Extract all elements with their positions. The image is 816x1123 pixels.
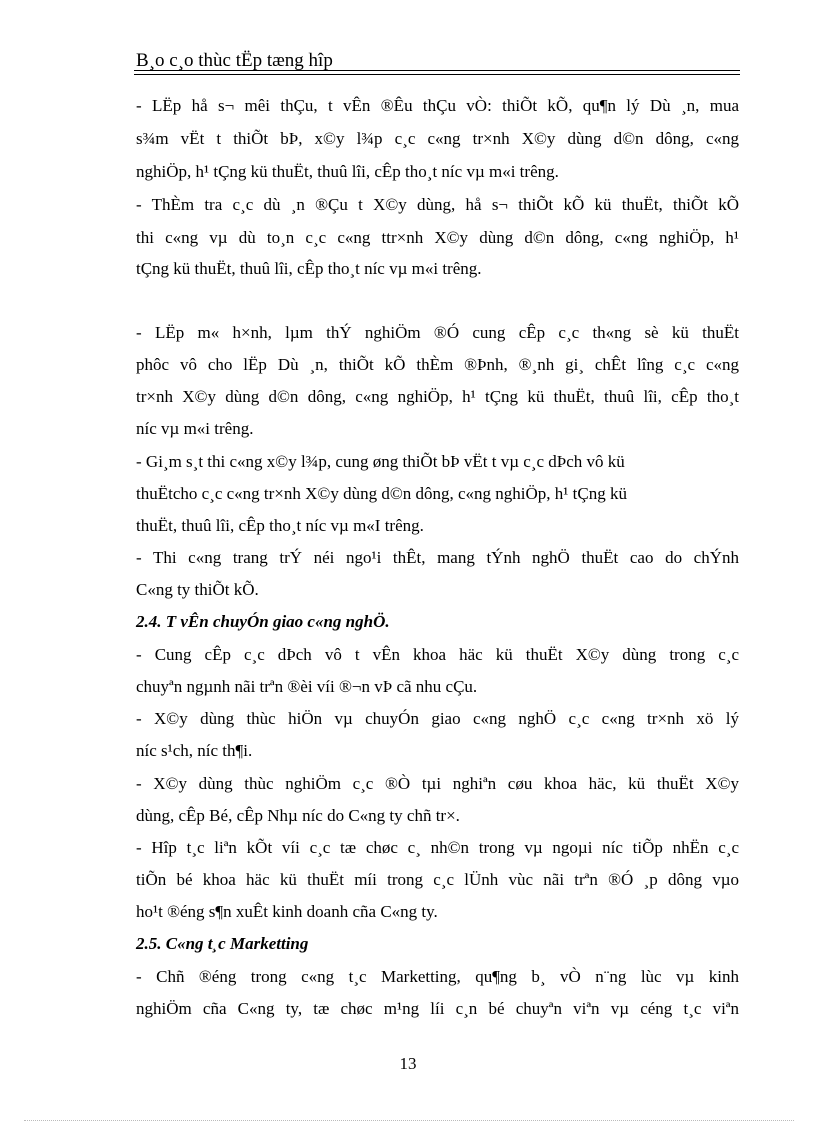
- text-line: - Chñ ®éng trong c«ng t¸c Marketting, qu¶ng b¸ vÒ n¨ng lùc vµ kinh: [136, 967, 739, 986]
- text-line: tÇng kü thuËt, thuû lîi, cÊp tho¸t níc vµ m«i trêng.: [136, 259, 482, 278]
- text-line: chuyªn ngµnh nãi trªn ®èi víi ®¬n vÞ cã nhu cÇu.: [136, 677, 478, 696]
- text-line: - Gi¸m s¸t thi c«ng x©y l¾p, cung øng thiÕt bÞ vËt t vµ c¸c dÞch vô kü: [136, 452, 625, 471]
- text-line: s¾m vËt t thiÕt bÞ, x©y l¾p c¸c c«ng tr×nh X©y dùng d©n dông, c«ng: [136, 129, 739, 148]
- text-line: nghiÖm cña C«ng ty, tæ chøc m¹ng líi c¸n bé chuyªn viªn vµ céng t¸c viªn: [136, 999, 739, 1018]
- text-line: - Thi c«ng trang trÝ néi ngo¹i thÊt, mang tÝnh nghÖ thuËt cao do chÝnh: [136, 548, 739, 567]
- text-line: C«ng ty thiÕt kÕ.: [136, 580, 259, 599]
- text-line: - X©y dùng thùc hiÖn vµ chuyÓn giao c«ng nghÖ c¸c c«ng tr×nh xö lý: [136, 709, 739, 728]
- section-heading: 2.4. T vÊn chuyÓn giao c«ng nghÖ.: [136, 612, 390, 631]
- text-line: nghiÖp, h¹ tÇng kü thuËt, thuû lîi, cÊp tho¸t níc vµ m«i trêng.: [136, 162, 559, 181]
- text-line: níc vµ m«i trêng.: [136, 419, 254, 438]
- text-line: tiÕn bé khoa häc kü thuËt míi trong c¸c lÜnh vùc nãi trªn ®Ó ¸p dông vµo: [136, 870, 739, 889]
- text-line: - LËp m« h×nh, lµm thÝ nghiÖm ®Ó cung cÊp c¸c th«ng sè kü thuËt: [136, 323, 739, 342]
- text-line: níc s¹ch, níc th¶i.: [136, 741, 253, 760]
- text-line: phôc vô cho lËp Dù ¸n, thiÕt kÕ thÈm ®Þnh, ®¸nh gi¸ chÊt lîng c¸c c«ng: [136, 355, 739, 374]
- text-line: - Cung cÊp c¸c dÞch vô t vÊn khoa häc kü thuËt X©y dùng trong c¸c: [136, 645, 739, 664]
- text-line: thuËtcho c¸c c«ng tr×nh X©y dùng d©n dông, c«ng nghiÖp, h¹ tÇng kü: [136, 484, 627, 503]
- page-number: 13: [399, 1054, 417, 1073]
- header-rule-top: [134, 70, 740, 71]
- page-bottom-divider: [24, 1120, 794, 1121]
- text-line: - ThÈm tra c¸c dù ¸n ®Çu t X©y dùng, hå s¬ thiÕt kÕ kü thuËt, thiÕt kÕ: [136, 195, 739, 214]
- section-heading: 2.5. C«ng t¸c Marketting: [136, 934, 309, 953]
- page-header-title: B¸o c¸o thùc tËp tæng hîp: [136, 50, 333, 71]
- text-line: - Hîp t¸c liªn kÕt víi c¸c tæ chøc c¸ nh©n trong vµ ngoµi níc tiÕp nhËn c¸c: [136, 838, 739, 857]
- text-line: tr×nh X©y dùng d©n dông, c«ng nghiÖp, h¹ tÇng kü thuËt, thuû lîi, cÊp tho¸t: [136, 387, 739, 406]
- text-line: dùng, cÊp Bé, cÊp Nhµ níc do C«ng ty chñ tr×.: [136, 806, 460, 825]
- text-line: thuËt, thuû lîi, cÊp tho¸t níc vµ m«I trêng.: [136, 516, 424, 535]
- text-line: thi c«ng vµ dù to¸n c¸c c«ng ttr×nh X©y dùng d©n dông, c«ng nghiÖp, h¹: [136, 228, 739, 247]
- text-line: - LËp hå s¬ mêi thÇu, t vÊn ®Êu thÇu vÒ: thiÕt kÕ, qu¶n lý Dù ¸n, mua: [136, 96, 739, 115]
- text-line: ho¹t ®éng s¶n xuÊt kinh doanh cña C«ng ty.: [136, 902, 438, 921]
- text-line: - X©y dùng thùc nghiÖm c¸c ®Ò tµi nghiªn cøu khoa häc, kü thuËt X©y: [136, 774, 739, 793]
- header-rule-bottom: [134, 74, 740, 75]
